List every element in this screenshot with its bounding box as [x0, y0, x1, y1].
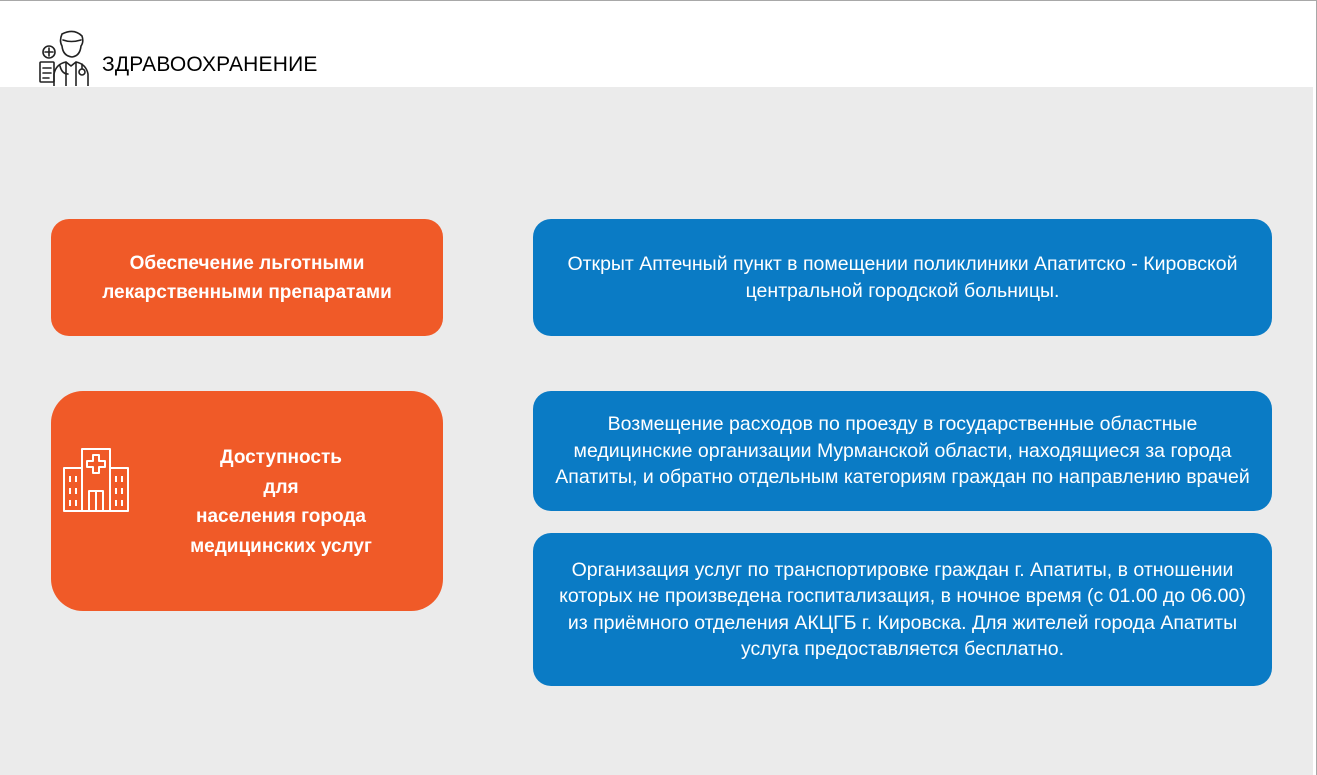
hospital-icon	[62, 446, 130, 512]
medical-access-box	[51, 391, 443, 611]
pharmacy-point-box	[533, 219, 1272, 336]
transport-service-box	[533, 533, 1272, 686]
transport-service-text: Организация услуг по транспортировке граждан г. Апатиты, в отношении которых не произведена госпитализация, в ночное время (с 01.00 до 06.00) из приёмного отделения АКЦГБ г. Кировска. Для жителей города Апатиты услуга предоставляется бесплатно.	[559, 558, 1246, 660]
travel-compensation-box	[533, 391, 1272, 511]
header	[0, 1, 1313, 87]
page-title: ЗДРАВООХРАНЕНИЕ	[102, 53, 318, 76]
medical-access-label: Доступность для населения города медицинских услуг	[190, 447, 372, 557]
benefit-medicines-label: Обеспечение льготными лекарственными препаратами	[102, 252, 392, 303]
benefit-medicines-box	[51, 219, 443, 336]
travel-compensation-text: Возмещение расходов по проезду в государственные областные медицинские организации Мурманской области, находящиеся за города Апатиты, и обратно отдельным категориям граждан по направлению врачей	[555, 413, 1250, 489]
doctor-icon	[38, 28, 96, 86]
pharmacy-point-text: Открыт Аптечный пункт в помещении поликлиники Апатитско - Кировской центральной городской больницы.	[567, 253, 1238, 302]
